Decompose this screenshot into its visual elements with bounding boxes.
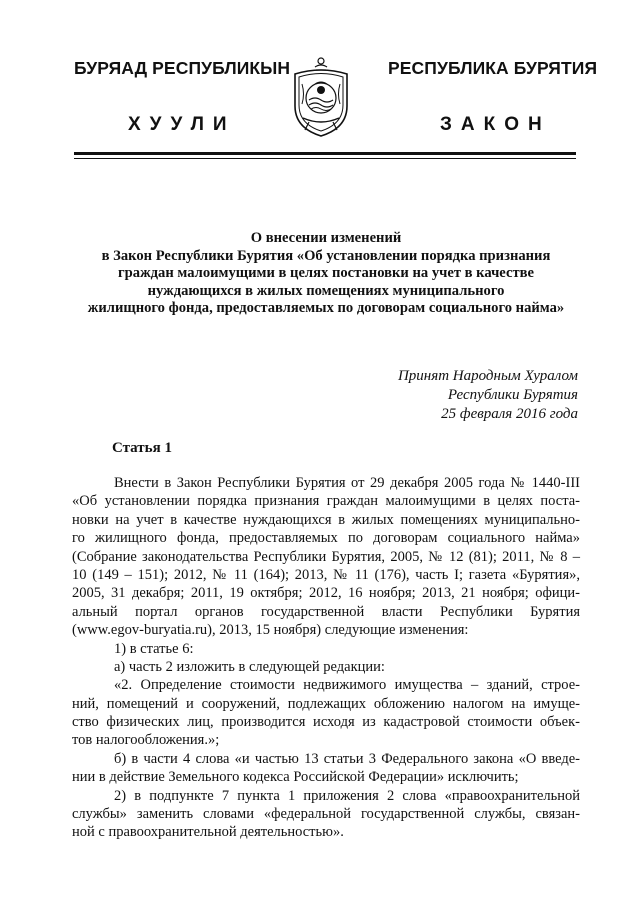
body-line: «2. Определение стоимости недвижимого имущества – зданий, строе- (114, 677, 580, 694)
adoption-line: Принят Народным Хуралом (397, 368, 578, 384)
body-line: ний, помещений и сооружений, подлежащих обложению налогом на имуще- (72, 695, 580, 712)
adoption-note (398, 367, 578, 424)
title-line: О внесении изменений (250, 230, 402, 246)
header-right-title: РЕСПУБЛИКА БУРЯТИЯ (388, 58, 598, 78)
body-line: (Собрание законодательства Республики Бурятия, 2005, № 12 (81); 2011, № 8 – (72, 548, 580, 565)
title-line: граждан малоимущими в целях постановки на учет в качестве (118, 265, 534, 282)
law-title (60, 230, 592, 318)
article-body (72, 474, 580, 842)
body-line: службы» заменить словами «федеральной государственной службы, связан- (72, 806, 580, 823)
body-line: го жилищного фонда, предоставляемых по договорам социального найма» (72, 530, 580, 547)
body-line: «Об установлении порядка признания граждан малоимущими в целях поста- (72, 493, 580, 510)
title-line: жилищного фонда, предоставляемых по договорам социального найма» (87, 300, 565, 317)
body-line: ной с правоохранительной деятельностью». (72, 824, 344, 841)
header-left-doc-type: ХУУЛИ (128, 114, 236, 135)
header-left-title: БУРЯАД РЕСПУБЛИКЫН (74, 58, 291, 78)
body-line: б) в части 4 слова «и частью 13 статьи 3 Федерального закона «О введе- (114, 750, 580, 767)
adoption-line: 25 февраля 2016 года (441, 406, 578, 422)
body-line: а) часть 2 изложить в следующей редакции: (114, 658, 385, 675)
body-line: 2) в подпункте 7 пункта 1 приложения 2 слова «правоохранительной (114, 787, 580, 804)
title-line: в Закон Республики Бурятия «Об установлении порядка признания (101, 247, 551, 264)
body-line: (www.egov-buryatia.ru), 2013, 15 ноября) следующие изменения: (72, 622, 469, 639)
adoption-line: Республики Бурятия (447, 387, 578, 403)
body-line: 2005, 31 декабря; 2011, 19 октября; 2012, 16 ноября; 2013, 21 ноября; офици- (72, 585, 580, 602)
header-right-doc-type: ЗАКОН (440, 114, 551, 135)
body-line: альный портал органов государственной власти Республики Бурятия (72, 603, 580, 620)
body-line: ство физических лиц, производится исходя из кадастровой стоимости объек- (72, 714, 580, 731)
title-line: нуждающихся в жилых помещениях муниципального (147, 282, 505, 299)
body-line: нии в действие Земельного кодекса Российской Федерации» исключить; (72, 769, 519, 786)
body-line: новки на учет в качестве нуждающихся в жилых помещениях муниципально- (72, 511, 580, 528)
body-line: Внести в Закон Республики Бурятия от 29 декабря 2005 года № 1440-III (114, 475, 580, 491)
body-line: 10 (149 – 151); 2012, № 11 (164); 2013, № 11 (176), часть I; газета «Бурятия», (72, 566, 580, 583)
article-heading: Статья 1 (112, 440, 172, 456)
header-rule-thick (74, 152, 576, 155)
body-line: тов налогообложения.»; (72, 732, 220, 749)
header-rule-thin (74, 158, 576, 159)
body-line: 1) в статье 6: (114, 640, 194, 657)
coat-of-arms-icon (285, 54, 357, 140)
